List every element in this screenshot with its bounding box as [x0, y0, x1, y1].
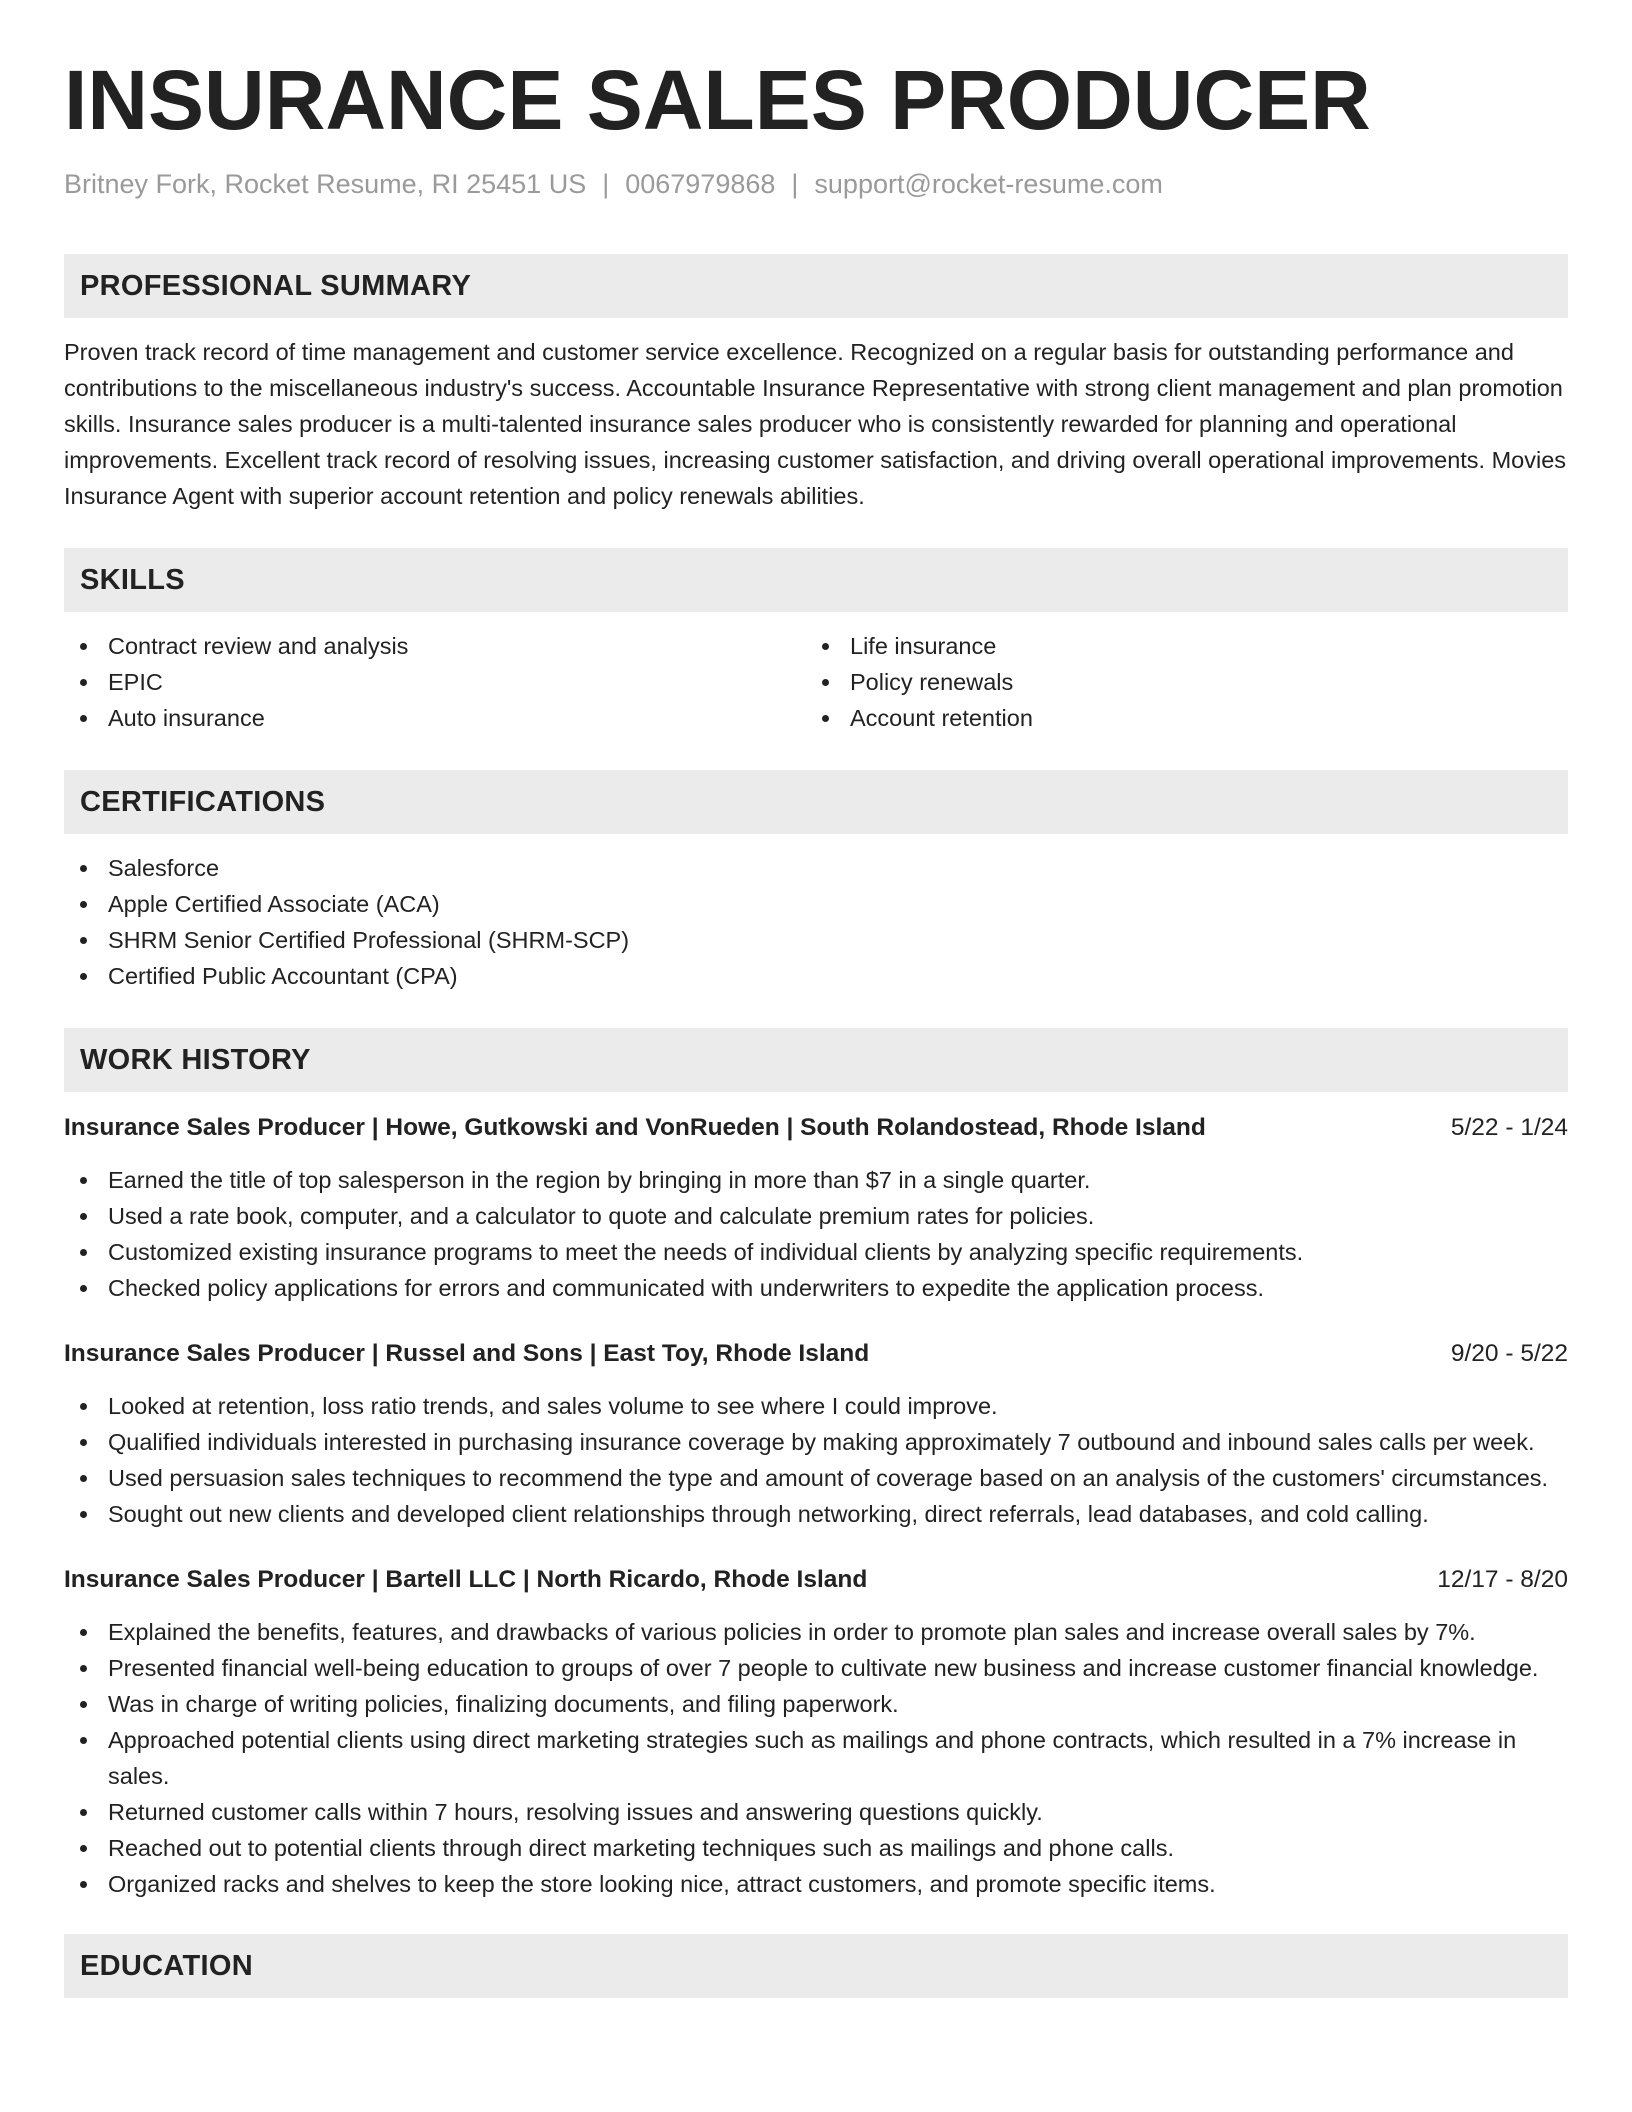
section-title: WORK HISTORY [80, 1043, 311, 1076]
job-bullet: Returned customer calls within 7 hours, resolving issues and answering questions quickly. [64, 1794, 1568, 1830]
section-title: CERTIFICATIONS [80, 785, 326, 818]
job-dates: 12/17 - 8/20 [1437, 1566, 1568, 1593]
contact-separator: | [791, 169, 799, 199]
certification-item: Salesforce [64, 850, 1568, 886]
contact-separator: | [602, 169, 610, 199]
skill-item: Account retention [806, 700, 1548, 736]
job-bullet: Customized existing insurance programs to meet the needs of individual clients by analyzing specific requirements. [64, 1234, 1568, 1270]
section-header-certifications [64, 770, 1568, 834]
job-dates: 9/20 - 5/22 [1450, 1340, 1568, 1367]
skills-list-right [806, 628, 1548, 736]
job-bullet: Organized racks and shelves to keep the store looking nice, attract customers, and promote specific items. [64, 1866, 1568, 1902]
section-title: SKILLS [80, 563, 185, 596]
certification-item: SHRM Senior Certified Professional (SHRM-SCP) [64, 922, 1568, 958]
certification-item: Certified Public Accountant (CPA) [64, 958, 1568, 994]
job-title-row [64, 1564, 1568, 1596]
section-header-work-history [64, 1028, 1568, 1092]
job-bullet: Checked policy applications for errors and communicated with underwriters to expedite the application process. [64, 1270, 1568, 1306]
job-title-row [64, 1112, 1568, 1144]
skills-list-left [64, 628, 806, 736]
job-title: Insurance Sales Producer | Russel and Sons | East Toy, Rhode Island [64, 1340, 870, 1367]
skills-column-left [64, 628, 806, 736]
job-bullets [64, 1614, 1568, 1902]
resume-title: INSURANCE SALES PRODUCER [64, 53, 1371, 147]
skill-item: EPIC [64, 664, 806, 700]
contact-phone: 0067979868 [625, 169, 776, 199]
job-bullet: Presented financial well-being education to groups of over 7 people to cultivate new business and increase customer financial knowledge. [64, 1650, 1568, 1686]
job-entry [64, 1564, 1568, 1902]
skill-item: Contract review and analysis [64, 628, 806, 664]
job-entry [64, 1338, 1568, 1532]
job-bullet: Used persuasion sales techniques to recommend the type and amount of coverage based on an analysis of the customers' circumstances. [64, 1460, 1568, 1496]
job-dates: 5/22 - 1/24 [1450, 1114, 1568, 1141]
job-bullet: Was in charge of writing policies, finalizing documents, and filing paperwork. [64, 1686, 1568, 1722]
skills-column-right [806, 628, 1548, 736]
skill-item: Life insurance [806, 628, 1548, 664]
summary-text: Proven track record of time management and customer service excellence. Recognized on a regular basis for outstanding performance and contributions to the miscellaneous industry's success. Accountable Insurance Representative with strong client management and plan promotion skills. Insurance sales producer is a multi-talented insurance sales producer who is consistently rewarded for planning and operational improvements. Excellent track record of resolving issues, increasing customer satisfaction, and driving overall operational improvements. Movies Insurance Agent with superior account retention and policy renewals abilities. [64, 339, 1567, 509]
certifications-list [64, 850, 1568, 994]
job-bullets [64, 1388, 1568, 1532]
skill-item: Policy renewals [806, 664, 1548, 700]
job-bullet: Approached potential clients using direct marketing strategies such as mailings and phone contracts, which resulted in a 7% increase in sales. [64, 1722, 1568, 1794]
skills-grid [64, 628, 1568, 736]
job-bullets [64, 1162, 1568, 1306]
job-bullet: Qualified individuals interested in purchasing insurance coverage by making approximately 7 outbound and inbound sales calls per week. [64, 1424, 1568, 1460]
contact-address: Britney Fork, Rocket Resume, RI 25451 US [64, 169, 587, 199]
skill-item: Auto insurance [64, 700, 806, 736]
contact-line [64, 166, 1568, 202]
job-entry [64, 1112, 1568, 1306]
job-bullet: Sought out new clients and developed client relationships through networking, direct referrals, lead databases, and cold calling. [64, 1496, 1568, 1532]
job-bullet: Used a rate book, computer, and a calculator to quote and calculate premium rates for policies. [64, 1198, 1568, 1234]
job-bullet: Explained the benefits, features, and drawbacks of various policies in order to promote plan sales and increase overall sales by 7%. [64, 1614, 1568, 1650]
section-title: PROFESSIONAL SUMMARY [80, 269, 472, 302]
job-bullet: Looked at retention, loss ratio trends, and sales volume to see where I could improve. [64, 1388, 1568, 1424]
section-header-education [64, 1934, 1568, 1998]
job-title-row [64, 1338, 1568, 1370]
section-title: EDUCATION [80, 1949, 253, 1982]
contact-email: support@rocket-resume.com [814, 169, 1163, 199]
certification-item: Apple Certified Associate (ACA) [64, 886, 1568, 922]
section-header-skills [64, 548, 1568, 612]
job-bullet: Reached out to potential clients through direct marketing techniques such as mailings and phone calls. [64, 1830, 1568, 1866]
section-header-summary [64, 254, 1568, 318]
job-title: Insurance Sales Producer | Bartell LLC | North Ricardo, Rhode Island [64, 1566, 868, 1593]
job-bullet: Earned the title of top salesperson in the region by bringing in more than $7 in a single quarter. [64, 1162, 1568, 1198]
job-title: Insurance Sales Producer | Howe, Gutkowski and VonRueden | South Rolandostead, Rhode Island [64, 1114, 1206, 1141]
